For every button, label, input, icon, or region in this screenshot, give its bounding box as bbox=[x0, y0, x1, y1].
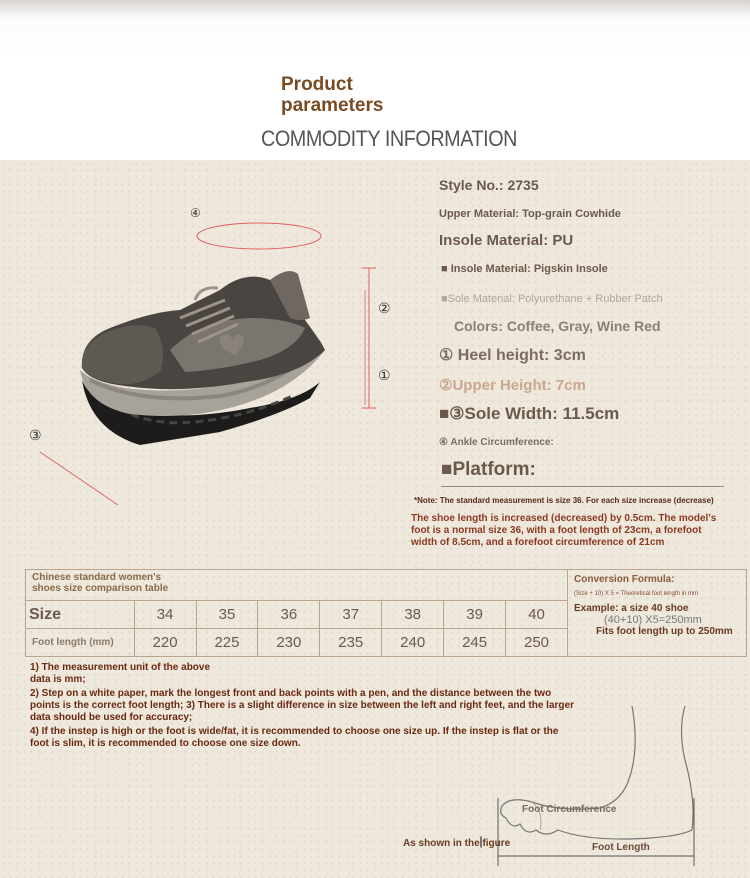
length-cell: 225 bbox=[196, 629, 258, 657]
size-cell: 38 bbox=[382, 601, 444, 629]
colors: Colors: Coffee, Gray, Wine Red bbox=[454, 318, 661, 334]
upper-material: Upper Material: Top-grain Cowhide bbox=[439, 208, 621, 220]
example-calc: (40+10) X5=250mm bbox=[604, 614, 702, 626]
upper-height: ②Upper Height: 7cm bbox=[439, 377, 586, 394]
size-comparison-table bbox=[25, 569, 747, 657]
formula-title: Conversion Formula: bbox=[574, 574, 675, 585]
insole-material-pigskin: ■ Insole Material: Pigskin Insole bbox=[441, 263, 608, 275]
conversion-formula-cell bbox=[568, 570, 747, 657]
length-cell: 245 bbox=[444, 629, 506, 657]
instruction-1: 1) The measurement unit of the above data is mm; bbox=[30, 662, 211, 685]
marker-ankle: ④ bbox=[190, 206, 201, 220]
shoe-diagram bbox=[20, 200, 420, 520]
table-caption-line1: Chinese standard women's bbox=[32, 572, 162, 583]
platform: ■Platform: bbox=[441, 459, 536, 480]
fits-note: Fits foot length up to 250mm bbox=[596, 626, 733, 637]
table-caption-line2: shoes size comparison table bbox=[32, 583, 169, 594]
length-cell: 235 bbox=[320, 629, 382, 657]
instruction-4: 4) If the instep is high or the foot is wide/fat, it is recommended to choose one size up. If the instep is flat or the foot is slim, it is recommended to choose one size down. bbox=[30, 726, 559, 749]
model-foot-note: The shoe length is increased (decreased) by 0.5cm. The model's foot is a normal size 36, with a foot length of 23cm, a forefoot width of 8.5cm, and a forefoot circumference of 21cm bbox=[411, 513, 717, 548]
standard-note: *Note: The standard measurement is size 36. For each size increase (decrease) bbox=[414, 496, 714, 505]
size-cell: 36 bbox=[258, 601, 320, 629]
foot-length-label: Foot Length bbox=[592, 842, 650, 853]
instruction-2: 2) Step on a white paper, mark the longest front and back points with a pen, and the distance between the two points is the correct foot length; 3) There is a slight difference in size between the left and right feet, and the larger data should be used for accuracy; bbox=[30, 688, 574, 723]
length-cell: 240 bbox=[382, 629, 444, 657]
sole-width-line bbox=[40, 452, 118, 505]
as-shown-label: As shown in the figure bbox=[403, 838, 511, 849]
size-cell: 34 bbox=[134, 601, 196, 629]
table-caption bbox=[26, 570, 568, 601]
sneaker-image bbox=[80, 271, 325, 445]
style-number: Style No.: 2735 bbox=[439, 177, 539, 193]
example: Example: a size 40 shoe bbox=[574, 603, 689, 614]
formula: (Size + 10) X 5 = Theoretical foot length in mm bbox=[574, 591, 698, 597]
page-subtitle: COMMODITY INFORMATION bbox=[261, 126, 518, 151]
sole-material: ■Sole Material: Polyurethane + Rubber Patch bbox=[441, 293, 663, 305]
sole-width: ■③Sole Width: 11.5cm bbox=[439, 404, 620, 423]
marker-upper-height: ② bbox=[378, 300, 391, 316]
size-cell: 35 bbox=[196, 601, 258, 629]
size-cell: 40 bbox=[506, 601, 568, 629]
length-cell: 220 bbox=[134, 629, 196, 657]
size-cell: 39 bbox=[444, 601, 506, 629]
heel-height: ① Heel height: 3cm bbox=[439, 347, 586, 364]
page-title-line1: Product bbox=[281, 74, 353, 95]
insole-material: Insole Material: PU bbox=[439, 232, 574, 249]
foot-outline bbox=[501, 706, 693, 839]
marker-sole: ③ bbox=[29, 427, 42, 443]
ankle-circumference-ellipse bbox=[197, 223, 321, 249]
marker-heel: ① bbox=[378, 367, 391, 383]
page-title bbox=[281, 74, 383, 116]
ankle-circumference: ④ Ankle Circumference: bbox=[439, 437, 554, 448]
length-cell: 230 bbox=[258, 629, 320, 657]
size-label: Size bbox=[26, 601, 135, 629]
size-cell: 37 bbox=[320, 601, 382, 629]
page-title-line2: parameters bbox=[281, 95, 384, 116]
foot-length-label: Foot length (mm) bbox=[26, 629, 135, 657]
divider bbox=[441, 486, 724, 487]
foot-circumference-label: Foot Circumference bbox=[522, 804, 617, 815]
length-cell: 250 bbox=[506, 629, 568, 657]
